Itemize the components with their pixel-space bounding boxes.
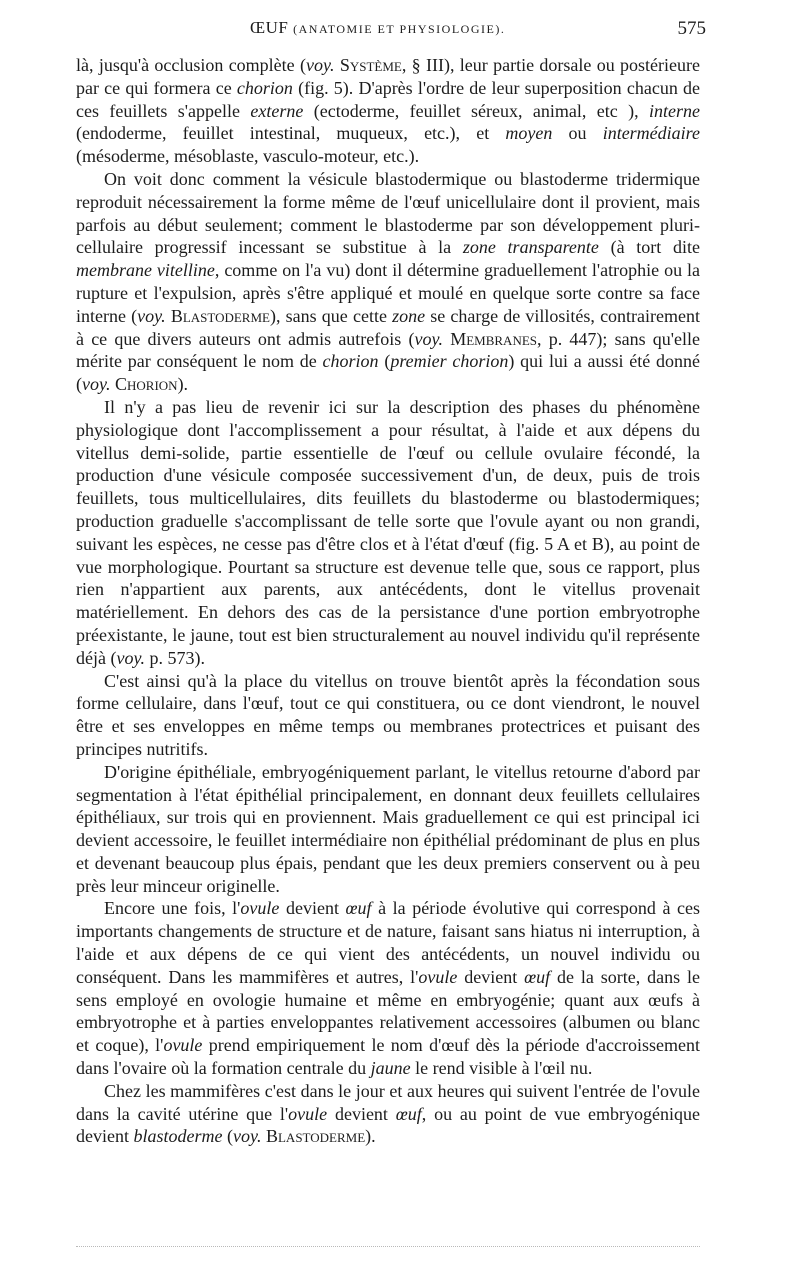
- paragraph: [76, 396, 700, 670]
- text-run: devient: [327, 1103, 396, 1124]
- text-run: ou: [552, 123, 603, 144]
- italic-text: premier chorion: [390, 351, 509, 372]
- italic-text: œuf: [395, 1103, 422, 1124]
- italic-text: blastoderme: [133, 1126, 223, 1147]
- small-caps-text: Chorion: [115, 374, 178, 395]
- running-head-title: ŒUF: [250, 18, 289, 37]
- paragraph: [76, 761, 700, 898]
- paragraph: [76, 670, 700, 761]
- text-run: (fig. 5). D'après l'ordre de leur superposition chacun de ces feuillets s'appelle: [76, 77, 700, 121]
- text-run: de la sorte, dans le sens employé en ovologie humaine et même en embryogénie; quant aux œufs à embryotrophe et à parties enveloppantes relativement accessoires (albumen ou blanc et coque), l': [76, 966, 701, 1056]
- italic-text: zone: [392, 305, 426, 326]
- text-run: (mésoderme, mésoblaste, vasculo-moteur, etc.).: [76, 146, 420, 167]
- running-head: [250, 18, 505, 38]
- text-run: , ou au point de vue embryogénique devient: [76, 1103, 701, 1147]
- text-run: Chez les mammifères c'est dans le jour et aux heures qui suivent l'entrée de l'ovule dans la cavité utérine que l': [76, 1080, 700, 1124]
- text-run: ).: [177, 374, 189, 395]
- italic-text: chorion: [322, 351, 379, 372]
- italic-text: voy.: [82, 374, 111, 395]
- small-caps-text: Blastoderme: [170, 305, 270, 326]
- text-run: Il n'y a pas lieu de revenir ici sur la description des phases du phénomène physiologique dont l'accomplissement a pour résultat, à l'aide et aux dépens du vitellus demi-solide, partie essentielle de l'œuf ou cellule ovulaire fécondé, la production d'une vésicule composée successivement d'un, de deux, puis de trois feuillets, tous multicellulaires, dits feuillets du blastoderme ou blastodermiques; production graduelle s'accomplissant de telle sorte que l'ovule ayant ou non grandi, suivant les espèces, ne cesse pas d'être clos et à l'état d'œuf (fig. 5 A et B), au point de vue morphologique. Pourtant sa structure est devenue telle que, sous ce rapport, plus rien n'appartient aux parents, aux antécédents, dont le vitellus provenait matériellement. En dehors des cas de la persistance d'une portion embryotrophe préexistante, le jaune, tout est bien structuralement au nouvel individu qu'il représente déjà (: [76, 396, 700, 668]
- small-caps-text: Membranes: [450, 328, 537, 349]
- italic-text: voy.: [414, 328, 443, 349]
- page-number: 575: [677, 18, 706, 39]
- italic-text: ovule: [418, 966, 458, 987]
- italic-text: jaune: [370, 1058, 411, 1079]
- paragraph: [76, 897, 700, 1079]
- small-caps-text: Système: [339, 55, 402, 75]
- text-run: à la période évolutive qui correspond à ces importants changements de structure et de nature, faisant sans hiatus ni interruption, à l'aide et aux dépens de ce qui vient des antécédents, un nouvel individu ou conséquent. Dans les mammifères et autres, l': [76, 898, 700, 987]
- italic-text: intermédiaire: [602, 123, 700, 144]
- text-run: (endoderme, feuillet intestinal, muqueux, etc.), et: [76, 123, 506, 144]
- italic-text: ovule: [240, 898, 280, 919]
- text-run: p. 573).: [144, 647, 205, 668]
- text-run: On voit donc comment la vésicule blastodermique ou blastoderme tridermique reproduit nécessairement la forme même de l'œuf unicellulaire dont il provient, mais parfois au début seulement; comment le blastoderme par son développement pluri-cellulaire progressif incessant se substitue à la: [76, 168, 700, 258]
- text-run: , comme on l'a vu) dont il détermine graduellement l'atrophie ou la rupture et l'expulsion, après s'être appliqué et moulé en quelque sorte contre sa face interne (: [76, 260, 700, 326]
- italic-text: voy.: [116, 647, 145, 668]
- text-run: là, jusqu'à occlusion complète (: [76, 55, 306, 75]
- italic-text: moyen: [505, 123, 553, 144]
- footer-rule: [76, 1246, 700, 1247]
- paragraph: [76, 168, 700, 396]
- text-run: ), sans que cette: [269, 305, 393, 326]
- italic-text: œuf: [345, 898, 372, 919]
- text-run: D'origine épithéliale, embryogéniquement parlant, le vitellus retourne d'abord par segmentation à l'état épithélial principalement, en donnant deux feuillets cellulaires épithéliaux, sur trois qui en proviennent. Mais graduellement ce qui est principal ici devient accessoire, le feuillet intermédiaire non épithélial prédominant de plus en plus et devenant beaucoup plus épais, pendant que les deux premiers conservent ou à peu près leur minceur originelle.: [76, 761, 700, 896]
- text-run: , p. 447); sans qu'elle mérite par conséquent le nom de: [76, 328, 701, 372]
- body-text: [76, 54, 700, 1148]
- italic-text: voy.: [305, 55, 335, 75]
- small-caps-text: Blastoderme: [265, 1126, 366, 1147]
- italic-text: ovule: [288, 1103, 328, 1124]
- italic-text: chorion: [236, 77, 293, 98]
- italic-text: œuf: [524, 966, 551, 987]
- text-run: Encore une fois, l': [104, 898, 241, 919]
- italic-text: ovule: [163, 1035, 203, 1056]
- italic-text: zone transparente: [462, 237, 599, 258]
- text-run: (ectoderme, feuillet séreux, animal, etc ),: [303, 100, 650, 121]
- text-run: C'est ainsi qu'à la place du vitellus on trouve bientôt après la fécondation sous forme cellulaire, dans l'œuf, tout ce qui constituera, ou ce dont viendront, le nouvel être et ses enveloppes en même temps ou membranes protectrices et puisant des principes nutritifs.: [76, 670, 700, 759]
- italic-text: interne: [649, 100, 701, 121]
- text-run: prend empiriquement le nom d'œuf dès la période d'accroissement dans l'ovaire où la formation centrale du: [76, 1035, 700, 1079]
- text-run: (: [378, 351, 391, 372]
- text-run: se charge de villosités, contrairement à ce que divers auteurs ont admis autrefois (: [76, 305, 701, 349]
- text-run: ).: [365, 1126, 376, 1147]
- page-header: [0, 18, 800, 44]
- paragraph: [76, 1080, 700, 1148]
- italic-text: externe: [250, 100, 304, 121]
- italic-text: membrane vitelline: [76, 260, 215, 281]
- paragraph: [76, 54, 700, 168]
- text-run: (: [222, 1126, 233, 1147]
- text-run: le rend visible à l'œil nu.: [410, 1058, 593, 1079]
- running-head-subtitle: (ANATOMIE ET PHYSIOLOGIE).: [293, 22, 506, 36]
- text-run: (à tort dite: [598, 237, 700, 258]
- text-run: devient: [457, 966, 525, 987]
- text-run: devient: [279, 898, 346, 919]
- text-run: , § III), leur partie dorsale ou postérieure par ce qui formera ce: [76, 55, 700, 98]
- text-run: ) qui lui a aussi été donné (: [76, 351, 700, 395]
- italic-text: voy.: [137, 305, 166, 326]
- italic-text: voy.: [232, 1126, 262, 1147]
